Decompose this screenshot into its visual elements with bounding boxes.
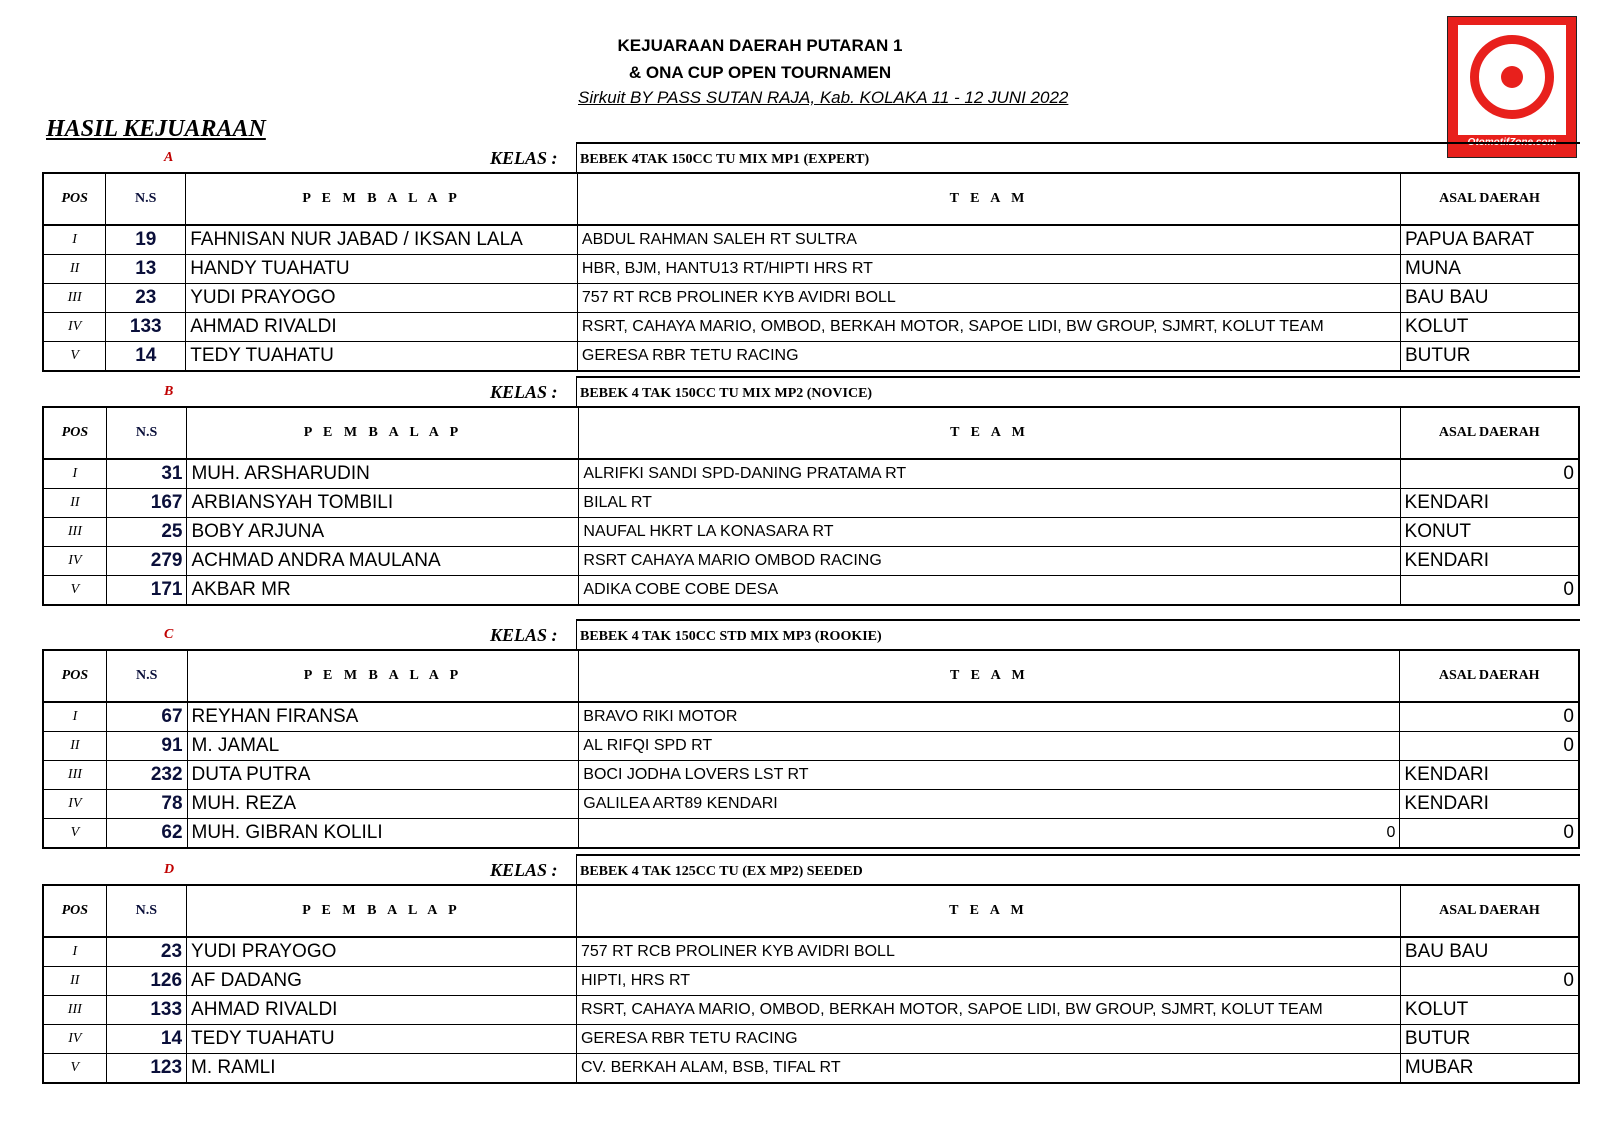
team-cell: HIPTI, HRS RT bbox=[576, 967, 1400, 996]
rider-name-cell: HANDY TUAHATU bbox=[186, 255, 578, 284]
rider-name-cell: FAHNISAN NUR JABAD / IKSAN LALA bbox=[186, 225, 578, 255]
team-cell: CV. BERKAH ALAM, BSB, TIFAL RT bbox=[576, 1054, 1400, 1084]
region-cell: MUBAR bbox=[1400, 1054, 1579, 1084]
position-cell: IV bbox=[43, 313, 106, 342]
rider-name-cell: TEDY TUAHATU bbox=[187, 1025, 577, 1054]
logo-text: OtomotifZone.com bbox=[1467, 137, 1557, 148]
table-row bbox=[43, 702, 1579, 732]
col-header-team: T E A M bbox=[579, 407, 1400, 459]
rider-name-cell: ACHMAD ANDRA MAULANA bbox=[187, 547, 579, 576]
rider-name-cell: AF DADANG bbox=[187, 967, 577, 996]
position-cell: V bbox=[43, 576, 106, 606]
table-row bbox=[43, 459, 1579, 489]
start-number-cell: 133 bbox=[106, 996, 186, 1025]
position-cell: III bbox=[43, 518, 106, 547]
team-cell: 757 RT RCB PROLINER KYB AVIDRI BOLL bbox=[577, 284, 1400, 313]
region-cell: 0 bbox=[1400, 819, 1579, 849]
region-cell: KENDARI bbox=[1400, 547, 1579, 576]
hasil-heading: HASIL KEJUARAAN bbox=[46, 116, 266, 142]
table-row bbox=[43, 1054, 1579, 1084]
team-cell: 0 bbox=[579, 819, 1400, 849]
team-cell: GALILEA ART89 KENDARI bbox=[579, 790, 1400, 819]
rider-name-cell: M. JAMAL bbox=[187, 732, 579, 761]
title-line-1: KEJUARAAN DAERAH PUTARAN 1 bbox=[617, 36, 903, 55]
position-cell: V bbox=[43, 819, 106, 849]
position-cell: I bbox=[43, 459, 106, 489]
start-number-cell: 279 bbox=[106, 547, 187, 576]
start-number-cell: 133 bbox=[106, 313, 186, 342]
region-cell: PAPUA BARAT bbox=[1401, 225, 1580, 255]
start-number-cell: 126 bbox=[106, 967, 186, 996]
results-table bbox=[42, 406, 1580, 606]
rider-name-cell: MUH. GIBRAN KOLILI bbox=[187, 819, 579, 849]
start-number-cell: 167 bbox=[106, 489, 187, 518]
region-cell: KENDARI bbox=[1400, 790, 1579, 819]
table-row bbox=[43, 547, 1579, 576]
table-row bbox=[43, 1025, 1579, 1054]
region-cell: KOLUT bbox=[1401, 313, 1580, 342]
table-row bbox=[43, 732, 1579, 761]
kelas-label: KELAS : bbox=[490, 382, 558, 402]
rider-name-cell: AHMAD RIVALDI bbox=[186, 313, 578, 342]
table-row bbox=[43, 819, 1579, 849]
col-header-team: T E A M bbox=[579, 650, 1400, 702]
rider-name-cell: BOBY ARJUNA bbox=[187, 518, 579, 547]
region-cell: KOLUT bbox=[1400, 996, 1579, 1025]
team-cell: ABDUL RAHMAN SALEH RT SULTRA bbox=[577, 225, 1400, 255]
region-cell: 0 bbox=[1400, 702, 1579, 732]
team-cell: RSRT, CAHAYA MARIO, OMBOD, BERKAH MOTOR, SAPOE LIDI, BW GROUP, SJMRT, KOLUT TEAM bbox=[577, 313, 1400, 342]
region-cell: KENDARI bbox=[1400, 489, 1579, 518]
rider-name-cell: MUH. ARSHARUDIN bbox=[187, 459, 579, 489]
kelas-value: BEBEK 4 TAK 150CC STD MIX MP3 (ROOKIE) bbox=[580, 629, 882, 644]
class-letter: C bbox=[164, 627, 174, 642]
kelas-value: BEBEK 4 TAK 150CC TU MIX MP2 (NOVICE) bbox=[580, 386, 873, 401]
logo-circle-icon bbox=[1470, 35, 1554, 119]
start-number-cell: 13 bbox=[106, 255, 186, 284]
venue-line: Sirkuit BY PASS SUTAN RAJA, Kab. KOLAKA 11 - 12 JUNI 2022 bbox=[578, 88, 1069, 107]
start-number-cell: 31 bbox=[106, 459, 187, 489]
region-cell: 0 bbox=[1400, 576, 1579, 606]
start-number-cell: 25 bbox=[106, 518, 187, 547]
col-header-pos: POS bbox=[43, 173, 106, 225]
table-row bbox=[43, 790, 1579, 819]
region-cell: 0 bbox=[1400, 732, 1579, 761]
table-row bbox=[43, 761, 1579, 790]
start-number-cell: 232 bbox=[106, 761, 187, 790]
col-header-ns: N.S bbox=[106, 885, 186, 937]
kelas-label: KELAS : bbox=[490, 860, 558, 880]
table-row bbox=[43, 937, 1579, 967]
team-cell: RSRT CAHAYA MARIO OMBOD RACING bbox=[579, 547, 1400, 576]
region-cell: 0 bbox=[1400, 459, 1579, 489]
region-cell: BUTUR bbox=[1401, 342, 1580, 372]
rider-name-cell: ARBIANSYAH TOMBILI bbox=[187, 489, 579, 518]
class-letter: B bbox=[164, 384, 174, 399]
col-header-pos: POS bbox=[43, 650, 106, 702]
rider-name-cell: YUDI PRAYOGO bbox=[186, 284, 578, 313]
team-cell: GERESA RBR TETU RACING bbox=[576, 1025, 1400, 1054]
col-header-asal: ASAL DAERAH bbox=[1400, 885, 1579, 937]
kelas-value: BEBEK 4 TAK 125CC TU (EX MP2) SEEDED bbox=[580, 864, 863, 879]
position-cell: IV bbox=[43, 1025, 106, 1054]
position-cell: III bbox=[43, 761, 106, 790]
rider-name-cell: M. RAMLI bbox=[187, 1054, 577, 1084]
position-cell: V bbox=[43, 342, 106, 372]
start-number-cell: 62 bbox=[106, 819, 187, 849]
region-cell: KENDARI bbox=[1400, 761, 1579, 790]
position-cell: III bbox=[43, 996, 106, 1025]
rider-name-cell: YUDI PRAYOGO bbox=[187, 937, 577, 967]
otomotifzone-logo bbox=[1447, 16, 1577, 158]
col-header-pembalap: P E M B A L A P bbox=[186, 173, 578, 225]
start-number-cell: 23 bbox=[106, 284, 186, 313]
col-header-pembalap: P E M B A L A P bbox=[187, 407, 579, 459]
col-header-pos: POS bbox=[43, 885, 106, 937]
position-cell: I bbox=[43, 225, 106, 255]
team-cell: BILAL RT bbox=[579, 489, 1400, 518]
title-line-2: & ONA CUP OPEN TOURNAMEN bbox=[628, 63, 892, 82]
team-cell: 757 RT RCB PROLINER KYB AVIDRI BOLL bbox=[576, 937, 1400, 967]
position-cell: I bbox=[43, 937, 106, 967]
start-number-cell: 78 bbox=[106, 790, 187, 819]
position-cell: I bbox=[43, 702, 106, 732]
region-cell: BAU BAU bbox=[1401, 284, 1580, 313]
start-number-cell: 23 bbox=[106, 937, 186, 967]
team-cell: BRAVO RIKI MOTOR bbox=[579, 702, 1400, 732]
table-row bbox=[43, 996, 1579, 1025]
table-row bbox=[43, 313, 1579, 342]
table-row bbox=[43, 967, 1579, 996]
position-cell: IV bbox=[43, 790, 106, 819]
position-cell: II bbox=[43, 489, 106, 518]
rider-name-cell: TEDY TUAHATU bbox=[186, 342, 578, 372]
kelas-value: BEBEK 4TAK 150CC TU MIX MP1 (EXPERT) bbox=[580, 152, 870, 167]
table-row bbox=[43, 342, 1579, 372]
team-cell: BOCI JODHA LOVERS LST RT bbox=[579, 761, 1400, 790]
position-cell: II bbox=[43, 255, 106, 284]
col-header-team: T E A M bbox=[576, 885, 1400, 937]
team-cell: HBR, BJM, HANTU13 RT/HIPTI HRS RT bbox=[577, 255, 1400, 284]
col-header-pembalap: P E M B A L A P bbox=[187, 885, 577, 937]
rider-name-cell: DUTA PUTRA bbox=[187, 761, 579, 790]
table-row bbox=[43, 518, 1579, 547]
col-header-team: T E A M bbox=[577, 173, 1400, 225]
start-number-cell: 19 bbox=[106, 225, 186, 255]
kelas-label: KELAS : bbox=[490, 625, 558, 645]
table-row bbox=[43, 225, 1579, 255]
rider-name-cell: AKBAR MR bbox=[187, 576, 579, 606]
results-table bbox=[42, 172, 1580, 372]
start-number-cell: 91 bbox=[106, 732, 187, 761]
start-number-cell: 14 bbox=[106, 1025, 186, 1054]
region-cell: 0 bbox=[1400, 967, 1579, 996]
region-cell: MUNA bbox=[1401, 255, 1580, 284]
position-cell: V bbox=[43, 1054, 106, 1084]
results-table bbox=[42, 649, 1580, 849]
col-header-asal: ASAL DAERAH bbox=[1400, 650, 1579, 702]
team-cell: RSRT, CAHAYA MARIO, OMBOD, BERKAH MOTOR, SAPOE LIDI, BW GROUP, SJMRT, KOLUT TEAM bbox=[576, 996, 1400, 1025]
region-cell: KONUT bbox=[1400, 518, 1579, 547]
start-number-cell: 123 bbox=[106, 1054, 186, 1084]
position-cell: II bbox=[43, 732, 106, 761]
col-header-ns: N.S bbox=[106, 173, 186, 225]
team-cell: GERESA RBR TETU RACING bbox=[577, 342, 1400, 372]
class-letter: A bbox=[164, 150, 174, 165]
start-number-cell: 14 bbox=[106, 342, 186, 372]
team-cell: NAUFAL HKRT LA KONASARA RT bbox=[579, 518, 1400, 547]
table-row bbox=[43, 489, 1579, 518]
team-cell: ALRIFKI SANDI SPD-DANING PRATAMA RT bbox=[579, 459, 1400, 489]
start-number-cell: 67 bbox=[106, 702, 187, 732]
start-number-cell: 171 bbox=[106, 576, 187, 606]
region-cell: BUTUR bbox=[1400, 1025, 1579, 1054]
rider-name-cell: REYHAN FIRANSA bbox=[187, 702, 579, 732]
col-header-ns: N.S bbox=[106, 650, 187, 702]
position-cell: II bbox=[43, 967, 106, 996]
table-row bbox=[43, 284, 1579, 313]
table-row bbox=[43, 255, 1579, 284]
table-row bbox=[43, 576, 1579, 606]
col-header-asal: ASAL DAERAH bbox=[1400, 407, 1579, 459]
col-header-pembalap: P E M B A L A P bbox=[187, 650, 579, 702]
kelas-label: KELAS : bbox=[490, 148, 558, 168]
team-cell: AL RIFQI SPD RT bbox=[579, 732, 1400, 761]
col-header-ns: N.S bbox=[106, 407, 187, 459]
team-cell: ADIKA COBE COBE DESA bbox=[579, 576, 1400, 606]
results-table bbox=[42, 884, 1580, 1084]
col-header-asal: ASAL DAERAH bbox=[1401, 173, 1580, 225]
rider-name-cell: MUH. REZA bbox=[187, 790, 579, 819]
col-header-pos: POS bbox=[43, 407, 106, 459]
class-letter: D bbox=[164, 862, 175, 877]
position-cell: IV bbox=[43, 547, 106, 576]
position-cell: III bbox=[43, 284, 106, 313]
region-cell: BAU BAU bbox=[1400, 937, 1579, 967]
rider-name-cell: AHMAD RIVALDI bbox=[187, 996, 577, 1025]
